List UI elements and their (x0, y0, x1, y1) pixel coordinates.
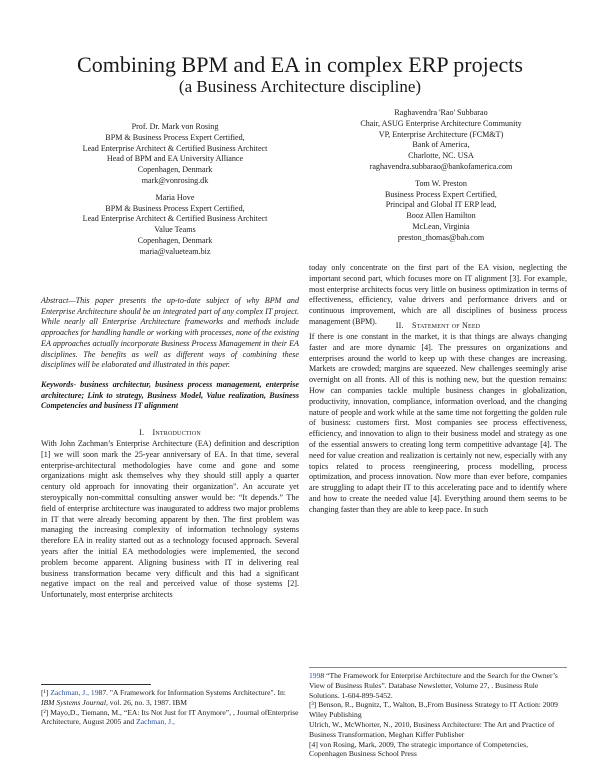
footnote-rule-right (309, 667, 567, 668)
footnote-journal: IBM Systems Journal (41, 697, 106, 707)
author-line: Copenhagen, Denmark (137, 165, 213, 175)
footnote-text: , vol. 26, no. 3, 1987. IBM (105, 697, 187, 707)
footnote-text: [²] Mayo,D., Tiemann, M., “EA: Its Not Just for IT Anymore”, , Journal ofEnterprise Architecture, August 2005 and (41, 707, 299, 727)
introduction-text: With John Zachman’s Enterprise Architecture (EA) definition and description [1] we will soon mark the 25-year anniversary of EA. In that time, several enterprise-architectural methodologies have come and gone and some organizations might ask themselves why they should still apply a quarter century old approach for innovating their organization". An accurate yet steroypically non-committal consulting answer would be: “It depends.” The field of enterprise architecture was inaugurated to address two major problems in IT that were already becoming apparent by then. The first problem was managing the increasing complexity of information technology systems therefore EA in reality started out as a technology focused approach. Several years after the initial EA methodologies were implemented, the second problem become apparent. Aligning business with IT in delivering real business transformation became very difficult and this had a significant negative impact on the real and perceived value of those systems [2]. Unfortunately, most enterprise architects (41, 439, 299, 600)
author-email[interactable]: preston_thomas@bah.com (397, 232, 485, 242)
right-column-continuation: today only concentrate on the first part of the EA vision, neglecting the important second part, which focuses more on IT alignment [3]. For example, most enterprise architects focus very little on business optimization in terms of effectiveness, efficiency, value drivers and performance drivers and or continuous improvement, which are all disciplines of business process management (BPM). (309, 263, 567, 326)
footnote-rule-left (41, 684, 151, 685)
authors-left (41, 122, 309, 258)
abstract: Abstract—This paper presents the up-to-date subject of why BPM and Enterprise Architecture should be an integrated part of any complex IT project. While nearly all Enterprise Architecture frameworks and methods include approaches for handling handle or working with processes, none of the existing EA approaches actually incorporate Business Process Management in their EA disciplines. The benefits as well as different ways of combining these disciplines will be elaborated and illustrated in this paper. (41, 296, 299, 370)
footnote-link[interactable]: Zachman, J., (136, 717, 175, 727)
footnote-continued (309, 671, 567, 700)
footnote-2 (41, 708, 299, 728)
footnote-link[interactable]: 199 (309, 671, 321, 680)
footnote-1 (41, 688, 299, 708)
paper-title: Combining BPM and EA in complex ERP projects (77, 52, 523, 77)
author-name: Raghavendra 'Rao' Subbarao (394, 108, 488, 117)
author-block-subbarao (316, 108, 566, 173)
author-name: Maria Hove (155, 192, 195, 202)
author-line: Chair, ASUG Enterprise Architecture Community (360, 118, 522, 128)
author-line: BPM & Business Process Expert Certified, (105, 203, 245, 213)
author-line: McLean, Virginia (412, 221, 470, 231)
author-line: Head of BPM and EA University Alliance (106, 154, 244, 164)
statement-of-need-text: If there is one constant in the market, it is that things are always changing faster and are more dynamic [4]. The pressures on organizations and enterprises around the world to keep up with these changes are increasing. Markets are crowded; margins are squeezed. New challenges seemingly arise overnight on all fronts. All of this is nothing new, but the question remains: How can companies tackle multiple business changes in globalization, productivity, innovation, compliance, information overload, and the changing nature of people and work while at the same time not forgetting the golden rule of business: customers first. Most companies see process effectiveness, efficiency, and innovation to align to their business model and strategy as one of the essential answers to creating long term competitive advantage [4]. The need for value creation and realization is certainly not new, especially with any topics related to process reengineering, process modelling, process optimization, and process innovation. Now more than ever before, companies are struggling to adapt their IT to this accelerating pace and to identify where and how to create the needed value [4]. Everything around them seems to be changing faster than they are able to keep pace. In such (309, 332, 567, 514)
author-line: Bank of America, (412, 140, 470, 150)
author-name: Prof. Dr. Mark von Rosing (131, 122, 219, 131)
footnote-link[interactable]: Zachman, J., 19 (50, 688, 99, 697)
author-line: Copenhagen, Denmark (137, 235, 213, 245)
author-line: Charlotte, NC. USA (408, 151, 474, 161)
footnotes-left (41, 688, 299, 727)
author-email[interactable]: mark@vonrosing.dk (141, 175, 209, 185)
paper-subtitle: (a Business Architecture discipline) (178, 77, 422, 96)
footnote-3: [³] Benson, R., Bugnitz, T., Walton, B.,From Business Strategy to IT Action: 2009 Wiley Publishing (309, 700, 558, 720)
statement-of-need-section (309, 320, 567, 516)
footnotes-right (309, 671, 567, 759)
author-block-von-rosing (41, 122, 309, 187)
author-name: Tom W. Preston (415, 178, 467, 188)
author-line: Value Teams (154, 225, 196, 235)
section-heading-statement-of-need: II. Statement of Need (395, 321, 481, 330)
footnote-mark: [¹] (41, 688, 51, 697)
footnote-4: [4] von Rosing, Mark, 2009, The strategic importance of Competencies, Copenhagen Business School Press (309, 739, 528, 759)
author-block-hove (41, 193, 309, 258)
author-email[interactable]: raghavendra.subbarao@bankofamerica.com (369, 161, 513, 171)
introduction-section (41, 427, 299, 601)
authors-right (316, 108, 566, 244)
footnote-ulrich: Ulrich, W., McWhorter, N., 2010, Business Architecture: The Art and Practice of Business Transformation, Meghan Kiffer Publisher (309, 719, 555, 739)
author-block-preston (316, 179, 566, 244)
footnote-text: 8 “The Framework for Enterprise Architecture and the Search for the Owner’s View of Business Rules”. Database Newsletter, Volume 27, . Business Rule Solutions. 1-604-899-5452. (309, 671, 558, 700)
footnote-text: 87. "A Framework for Information Systems Architecture". In: (98, 688, 286, 697)
author-line: Business Process Expert Certified, (385, 189, 497, 199)
section-heading-introduction: I. Introduction (139, 428, 201, 437)
author-email[interactable]: maria@valueteam.biz (139, 246, 211, 256)
keywords: Keywords- business architectur, business process management, enterprise architecture; Link to strategy, Business Model, Value realization, Business Competencies and business IT alignment (41, 380, 299, 411)
author-line: Lead Enterprise Architect & Certified Business Architect (82, 214, 268, 224)
author-line: BPM & Business Process Expert Certified, (105, 132, 245, 142)
author-line: VP, Enterprise Architecture (FCM&T) (378, 129, 504, 139)
author-line: Principal and Global IT ERP lead, (385, 200, 497, 210)
author-line: Booz Allen Hamilton (406, 211, 476, 221)
author-line: Lead Enterprise Architect & Certified Business Architect (82, 143, 268, 153)
